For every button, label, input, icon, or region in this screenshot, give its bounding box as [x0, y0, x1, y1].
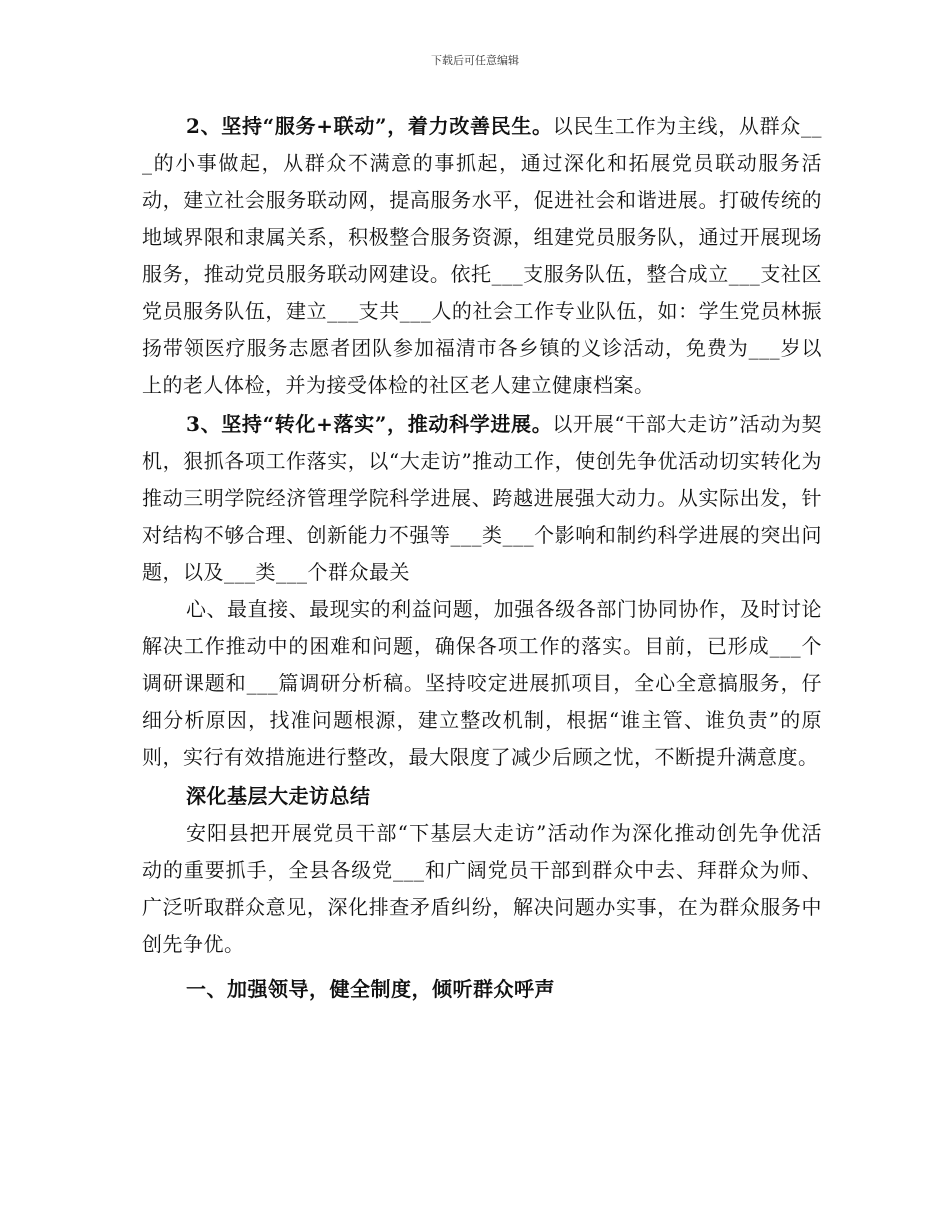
paragraph-lead: 2、坚持“服务+联动”，着力改善民生。 — [186, 114, 553, 138]
paragraph-lead: 3、坚持“转化+落实”，推动科学进展。 — [186, 412, 553, 436]
summary-paragraph: 安阳县把开展党员干部“下基层大走访”活动作为深化推动创先争优活动的重要抓手，全县各级党___和广阔党员干部到群众中去、拜群众为师、广泛听取群众意见，深化排查矛盾纠纷，解决问题办实事，在为群众服务中创先争优。 — [142, 821, 822, 956]
paragraph-transform-implement — [142, 406, 822, 591]
paragraph-text: 以开展“干部大走访”活动为契机，狠抓各项工作落实，以“大走访”推动工作，使创先争优活动切实转化为推动三明学院经济管理学院科学进展、跨越进展强大动力。从实际出发，针对结构不够合理、创新能力不强等___类___个影响和制约科学进展的突出问题，以及___类___个群众最关 — [142, 412, 823, 584]
document-body — [142, 108, 822, 1008]
paragraph-text: 以民生工作为主线，从群众___的小事做起，从群众不满意的事抓起，通过深化和拓展党员联动服务活动，建立社会服务联动网，提高服务水平，促进社会和谐进展。打破传统的地域界限和隶属关系，积极整合服务资源，组建党员服务队，通过开展现场服务，推动党员服务联动网建设。依托___支服务队伍，整合成立___支社区党员服务队伍，建立___支共___人的社会工作专业队伍，如：学生党员林振扬带领医疗服务志愿者团队参加福清市各乡镇的义诊活动，免费为___岁以上的老人体检，并为接受体检的社区老人建立健康档案。 — [142, 114, 822, 397]
paragraph-text: 心、最直接、最现实的利益问题，加强各级各部门协同协作，及时讨论解决工作推动中的困难和问题，确保各项工作的落实。目前，已形成___个调研课题和___篇调研分析稿。坚持咬定进展抓项目，全心全意搞服务，仔细分析原因，找准问题根源，建立整改机制，根据“谁主管、谁负责”的原则，实行有效措施进行整改，最大限度了减少后顾之忧，不断提升满意度。 — [142, 597, 822, 769]
paragraph-continuation — [142, 591, 822, 776]
section-one-title: 一、加强领导，健全制度，倾听群众呼声 — [186, 977, 555, 1001]
page-header: 下载后可任意编辑 — [431, 54, 519, 67]
paragraph-service-linkage — [142, 108, 822, 404]
summary-title: 深化基层大走访总结 — [186, 784, 371, 808]
